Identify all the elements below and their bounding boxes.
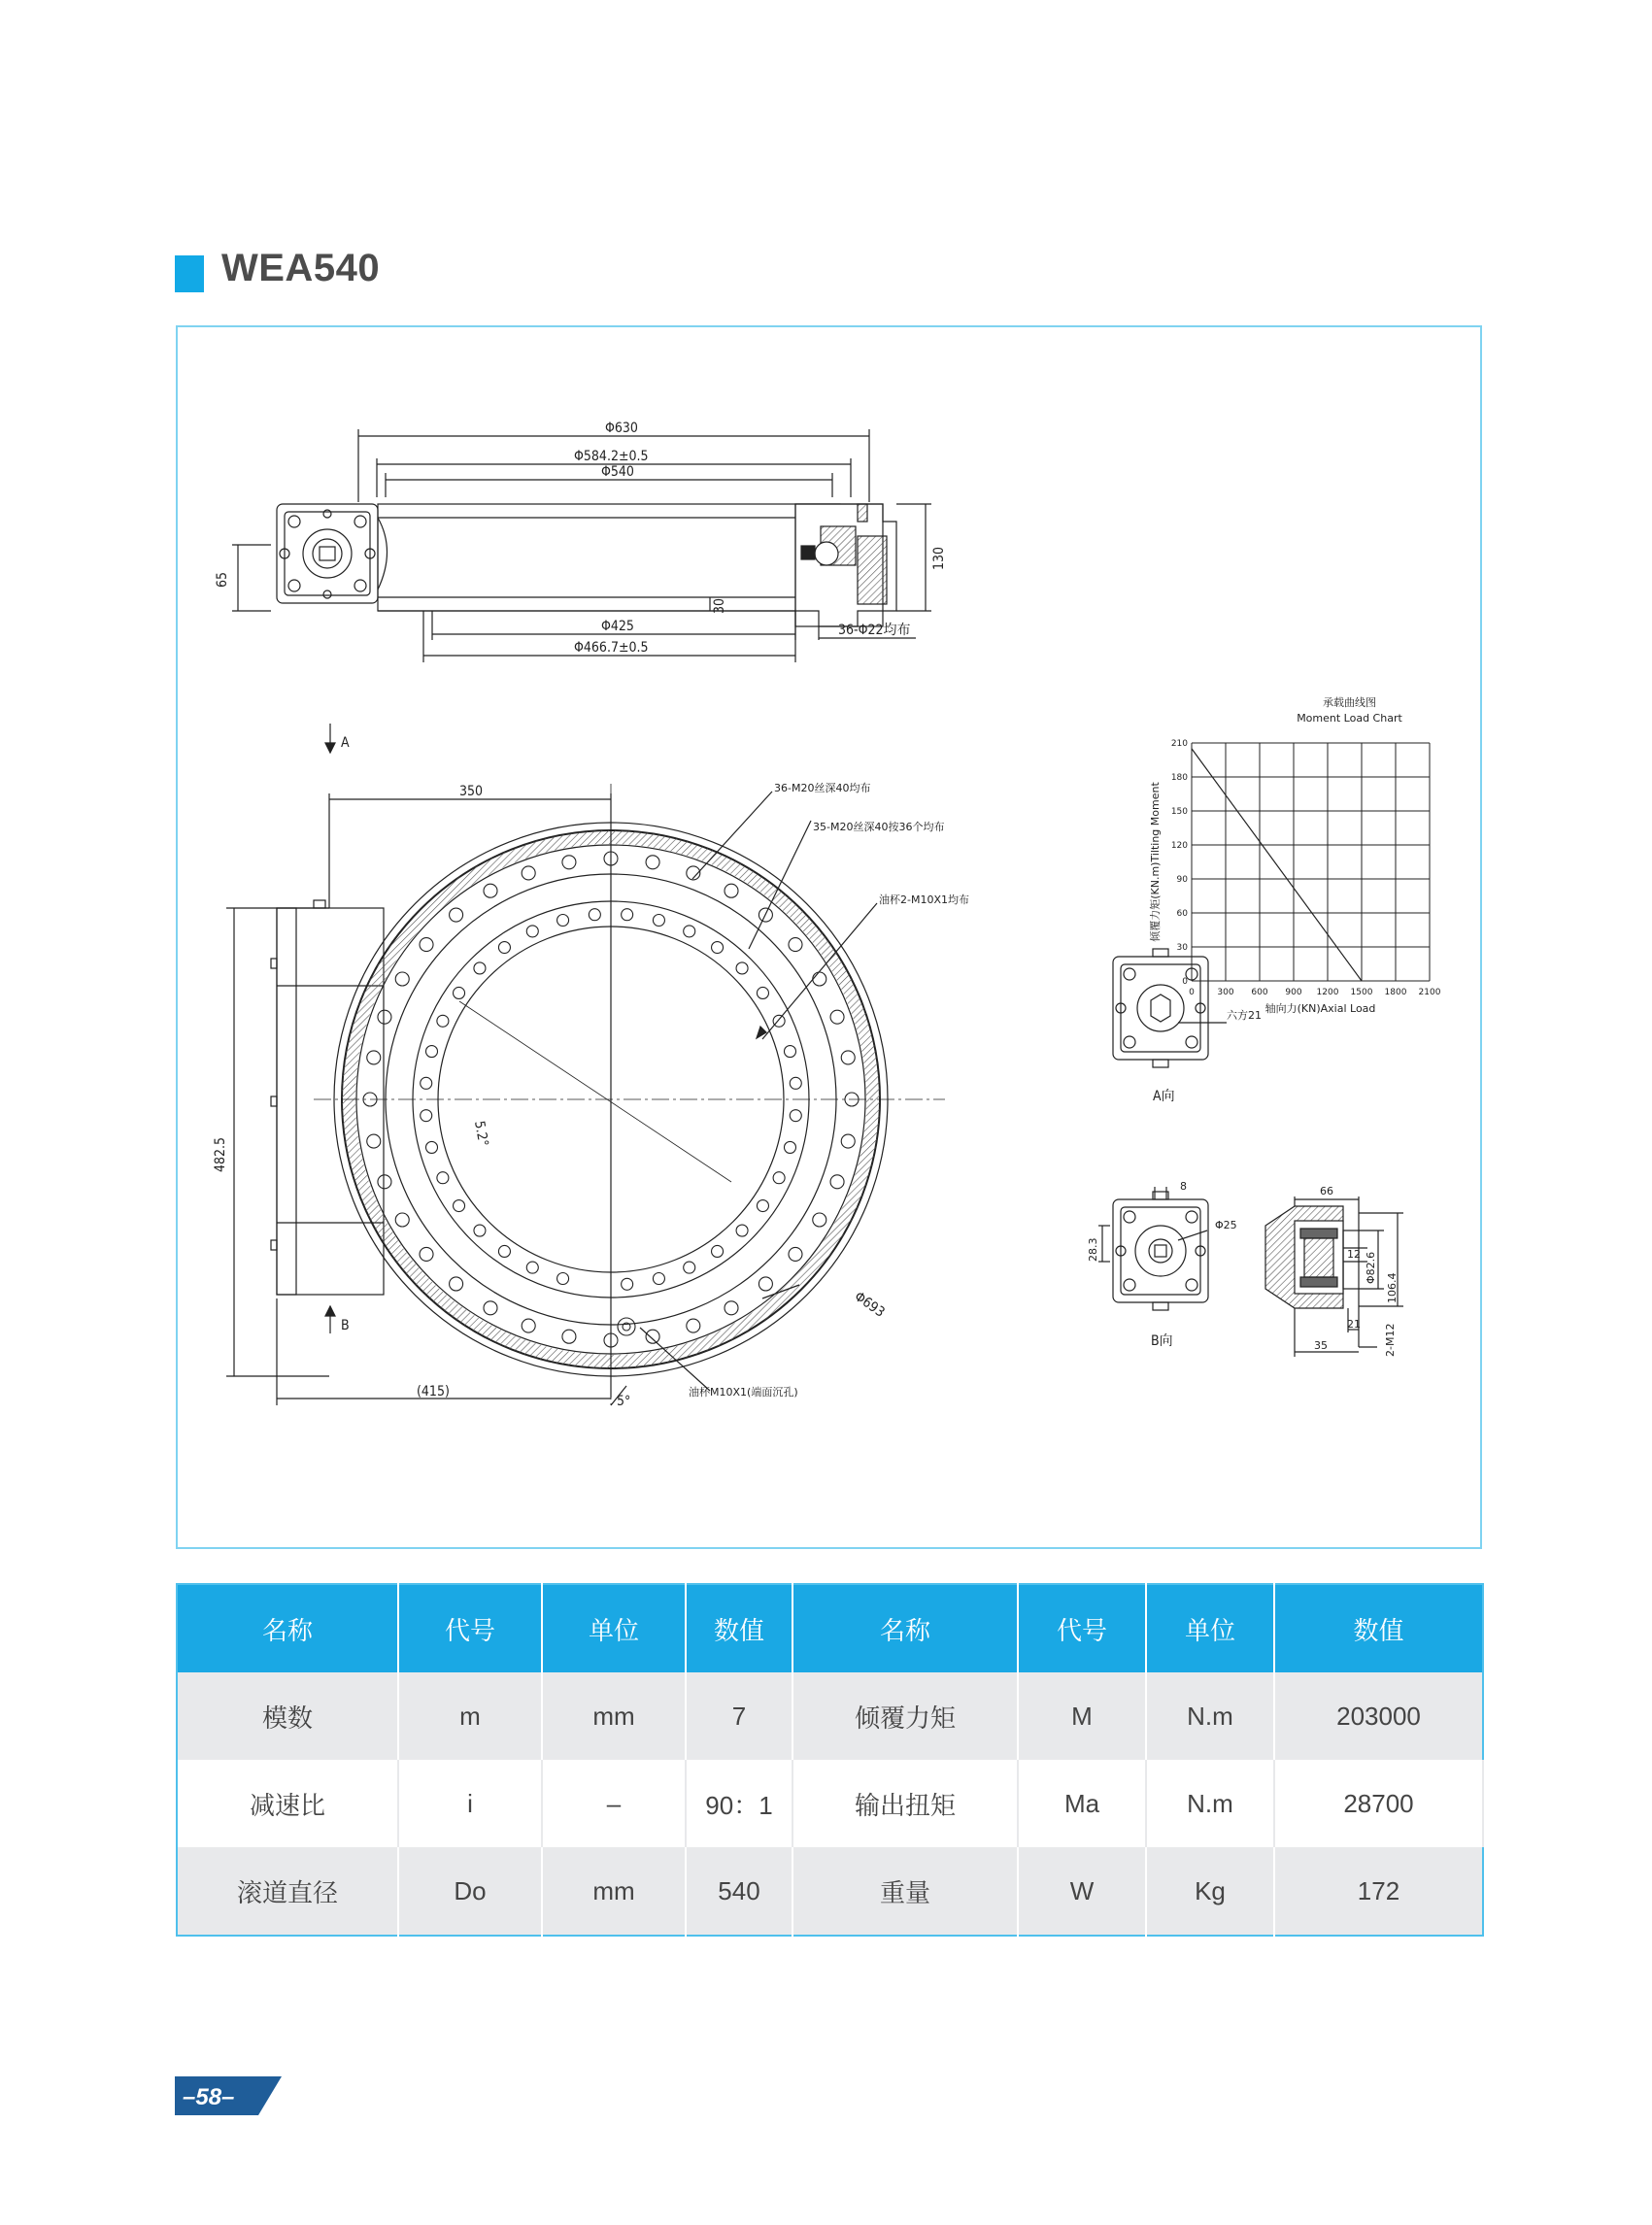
dim-angle52: 5.2° <box>471 1119 491 1148</box>
chart-xtick-label: 1200 <box>1316 988 1339 997</box>
outer-bolt-hole <box>789 1247 802 1261</box>
table-row <box>177 1672 1483 1760</box>
inner-bolt-hole <box>454 987 465 998</box>
outer-bolt-hole <box>450 1277 463 1291</box>
note-holes-outer: 36-M20丝深40均布 <box>774 782 871 794</box>
chart-xtick-label: 300 <box>1217 988 1234 997</box>
outer-bolt-hole <box>522 866 535 880</box>
chart-xtick-label: 1500 <box>1350 988 1373 997</box>
chart-ytick-label: 0 <box>1182 977 1188 987</box>
table-cell: m <box>398 1672 542 1760</box>
dim-d584: Φ584.2±0.5 <box>574 449 649 464</box>
table-cell: M <box>1018 1672 1146 1760</box>
outer-bolt-hole <box>378 1010 391 1024</box>
inner-bolt-hole <box>684 926 695 937</box>
view-b-label: B向 <box>1151 1333 1173 1349</box>
outer-bolt-hole <box>484 1301 497 1315</box>
table-cell: Kg <box>1146 1847 1274 1936</box>
chart-xtick-label: 1800 <box>1384 988 1407 997</box>
outer-bolt-hole <box>841 1134 855 1148</box>
moment-load-chart <box>1148 695 1441 1015</box>
outer-bolt-hole <box>395 1213 409 1227</box>
note-grease-2: 油杯M10X1(端面沉孔) <box>689 1386 798 1399</box>
chart-xtick-label: 2100 <box>1418 988 1441 997</box>
table-cell: 203000 <box>1274 1672 1483 1760</box>
chart-series-load-line <box>1192 749 1362 981</box>
inner-bolt-hole <box>526 1262 538 1273</box>
dim-h12: 12 <box>1347 1248 1361 1261</box>
table-cell: 输出扭矩 <box>792 1760 1018 1847</box>
table-cell: 7 <box>686 1672 792 1760</box>
chart-ytick-label: 60 <box>1176 909 1188 919</box>
dim-h482: 482.5 <box>213 1136 228 1172</box>
outer-bolt-hole <box>367 1051 381 1064</box>
inner-bolt-hole <box>589 909 600 921</box>
col-header: 代号 <box>398 1584 542 1672</box>
table-cell: 重量 <box>792 1847 1018 1936</box>
inner-bolt-hole <box>773 1172 785 1184</box>
dim-d25: Φ25 <box>1215 1219 1237 1231</box>
outer-bolt-hole <box>367 1134 381 1148</box>
inner-bolt-hole <box>653 1272 664 1284</box>
chart-ytick-label: 210 <box>1170 739 1188 749</box>
col-header: 代号 <box>1018 1584 1146 1672</box>
note-grease-1: 油杯2-M10X1均布 <box>879 893 969 906</box>
inner-bolt-hole <box>557 915 569 927</box>
inner-bolt-hole <box>437 1015 449 1027</box>
outer-bolt-hole <box>378 1175 391 1189</box>
table-cell: mm <box>542 1847 686 1936</box>
outer-bolt-hole <box>725 1301 738 1315</box>
outer-bolt-hole <box>395 972 409 986</box>
inner-bolt-hole <box>784 1141 795 1153</box>
inner-bolt-hole <box>426 1141 438 1153</box>
dim-h130: 130 <box>931 546 947 570</box>
inner-bolt-hole <box>757 987 768 998</box>
outer-bolt-hole <box>562 1330 576 1343</box>
view-arrow-a: A <box>341 735 350 751</box>
chart-ytick-label: 90 <box>1176 875 1188 885</box>
outer-bolt-hole <box>484 884 497 897</box>
dim-h28: 28.3 <box>1087 1237 1099 1262</box>
table-cell: 28700 <box>1274 1760 1483 1847</box>
dim-h106: 106.4 <box>1386 1272 1399 1303</box>
dim-d466: Φ466.7±0.5 <box>574 640 649 656</box>
outer-bolt-hole <box>813 1213 826 1227</box>
outer-bolt-hole <box>687 1319 700 1332</box>
dim-w8: 8 <box>1180 1180 1187 1193</box>
inner-bolt-hole <box>622 909 633 921</box>
table-cell: N.m <box>1146 1760 1274 1847</box>
inner-bolt-hole <box>684 1262 695 1273</box>
dim-w415: (415) <box>417 1384 450 1399</box>
dim-w66: 66 <box>1320 1185 1333 1197</box>
table-cell: 减速比 <box>177 1760 398 1847</box>
inner-bolt-hole <box>421 1110 432 1122</box>
outer-bolt-hole <box>830 1175 844 1189</box>
outer-bolt-hole <box>841 1051 855 1064</box>
inner-bolt-hole <box>712 942 724 954</box>
view-b <box>1098 1187 1403 1357</box>
table-cell: 540 <box>686 1847 792 1936</box>
inner-bolt-hole <box>622 1278 633 1290</box>
table-cell: 滚道直径 <box>177 1847 398 1936</box>
chart-subtitle: Moment Load Chart <box>1297 712 1402 725</box>
outer-bolt-hole <box>725 884 738 897</box>
outer-bolt-hole <box>759 1277 772 1291</box>
col-header: 单位 <box>542 1584 686 1672</box>
inner-bolt-hole <box>773 1015 785 1027</box>
inner-bolt-hole <box>498 1245 510 1257</box>
page-number-tab <box>175 2076 282 2115</box>
spec-table-header <box>177 1584 1483 1672</box>
inner-bolt-hole <box>736 962 748 974</box>
outer-bolt-hole <box>420 938 433 952</box>
chart-xlabel: 轴向力(KN)Axial Load <box>1264 1002 1376 1015</box>
outer-bolt-hole <box>522 1319 535 1332</box>
dim-d630: Φ630 <box>605 421 638 436</box>
chart-ytick-label: 150 <box>1170 807 1188 817</box>
inner-bolt-hole <box>474 962 486 974</box>
dim-d425: Φ425 <box>601 619 634 634</box>
inner-bolt-hole <box>437 1172 449 1184</box>
dim-h30: 30 <box>712 597 727 614</box>
table-row <box>177 1760 1483 1847</box>
chart-xtick-label: 600 <box>1251 988 1268 997</box>
outer-bolt-hole <box>450 908 463 922</box>
inner-bolt-hole <box>736 1225 748 1236</box>
inner-bolt-hole <box>557 1272 569 1284</box>
outer-bolt-hole <box>830 1010 844 1024</box>
inner-bolt-hole <box>712 1245 724 1257</box>
inner-bolt-hole <box>784 1046 795 1058</box>
inner-bolt-hole <box>757 1200 768 1212</box>
table-cell: N.m <box>1146 1672 1274 1760</box>
table-cell: mm <box>542 1672 686 1760</box>
view-arrow-b: B <box>341 1318 350 1333</box>
note-holes-36: 36-Φ22均布 <box>838 623 911 638</box>
dim-hex21: 六方21 <box>1227 1009 1262 1022</box>
chart-ytick-label: 30 <box>1176 943 1188 953</box>
col-header: 数值 <box>686 1584 792 1672</box>
dim-d540: Φ540 <box>601 464 634 480</box>
inner-bolt-hole <box>526 926 538 937</box>
inner-bolt-hole <box>790 1077 801 1089</box>
dim-d82: Φ82.6 <box>1365 1251 1377 1284</box>
dim-w21: 21 <box>1347 1318 1361 1331</box>
dim-angle5: 5° <box>617 1394 631 1409</box>
chart-ytick-label: 120 <box>1170 841 1188 851</box>
outer-bolt-hole <box>789 938 802 952</box>
table-cell: W <box>1018 1847 1146 1936</box>
note-holes-inner: 35-M20丝深40按36个均布 <box>813 821 945 833</box>
table-cell: 90：1 <box>686 1760 792 1847</box>
inner-bolt-hole <box>426 1046 438 1058</box>
table-cell: Ma <box>1018 1760 1146 1847</box>
view-a-label: A向 <box>1153 1089 1175 1104</box>
col-header: 名称 <box>792 1584 1018 1672</box>
table-cell: 172 <box>1274 1847 1483 1936</box>
dim-w350: 350 <box>459 784 484 799</box>
col-header: 数值 <box>1274 1584 1483 1672</box>
outer-bolt-hole <box>420 1247 433 1261</box>
inner-bolt-hole <box>653 915 664 927</box>
chart-ytick-label: 180 <box>1170 773 1188 783</box>
col-header: 名称 <box>177 1584 398 1672</box>
table-cell: Do <box>398 1847 542 1936</box>
inner-bolt-hole <box>498 942 510 954</box>
table-row <box>177 1847 1483 1936</box>
outer-bolt-hole <box>646 856 659 869</box>
technical-drawing <box>178 327 1484 1551</box>
drawing-frame <box>176 325 1482 1549</box>
inner-bolt-hole <box>421 1077 432 1089</box>
table-cell: 模数 <box>177 1672 398 1760</box>
title-accent-bar <box>175 255 204 292</box>
chart-xtick-label: 900 <box>1285 988 1302 997</box>
inner-bolt-hole <box>474 1225 486 1236</box>
page-number: –58– <box>183 2084 235 2110</box>
view-a <box>1113 949 1227 1067</box>
outer-bolt-hole <box>813 972 826 986</box>
dim-w35: 35 <box>1314 1339 1328 1352</box>
dim-d693: Φ693 <box>851 1289 888 1321</box>
table-cell: – <box>542 1760 686 1847</box>
grease-nipple <box>618 1318 635 1335</box>
table-cell: 倾覆力矩 <box>792 1672 1018 1760</box>
outer-bolt-hole <box>646 1330 659 1343</box>
chart-ylabel: 倾覆力矩(KN.m)Tilting Moment <box>1149 782 1162 942</box>
dim-m12: 2-M12 <box>1384 1323 1397 1357</box>
inner-bolt-hole <box>454 1200 465 1212</box>
chart-xtick-label: 0 <box>1189 988 1195 997</box>
side-view <box>232 429 931 662</box>
chart-title: 承载曲线图 <box>1323 696 1376 709</box>
col-header: 单位 <box>1146 1584 1274 1672</box>
outer-bolt-hole <box>562 856 576 869</box>
inner-bolt-hole <box>790 1110 801 1122</box>
dim-h65: 65 <box>215 571 230 588</box>
spec-table <box>176 1583 1484 1937</box>
page-title: WEA540 <box>221 247 381 289</box>
table-cell: i <box>398 1760 542 1847</box>
